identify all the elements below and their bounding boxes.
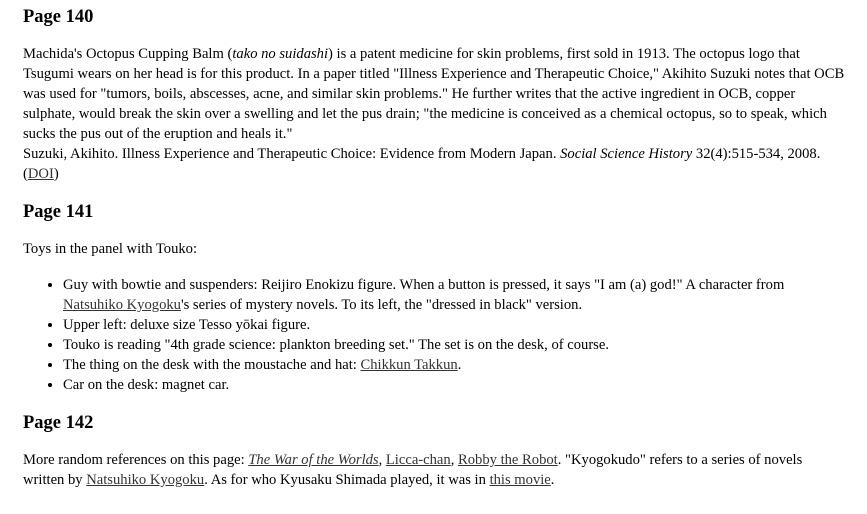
toys-list <box>23 275 847 395</box>
toy-text-end: . <box>457 357 462 373</box>
ocb-text-rest: ) is a patent medicine for skin problems, first sold in 1913. The octopus logo that Tsugumi wears on her head is for this product. In a paper titled "Illness Experience and Therapeutic Choice," Akihito Suzuki notes that OCB was used for "tumors, boils, abscesses, acne, and similar skin problems." He further writes that the active ingredient in OCB, copper sulphate, would break the skin over a swelling and let the pus drain; "the medicine is conceived as a chemical octopus, so to speak, which sucks the pus out of the eruption and heals it." <box>23 46 845 142</box>
toy-text-rest: 's series of mystery novels. To its left, the "dressed in black" version. <box>180 297 583 313</box>
war-of-the-worlds-title: The War of the Worlds <box>248 452 379 468</box>
toy-text: The thing on the desk with the moustache and hat: <box>63 357 361 373</box>
doi-link[interactable]: DOI <box>27 166 54 182</box>
citation-journal: Social Science History <box>560 146 693 162</box>
heading-page-141: Page 141 <box>23 202 94 222</box>
heading-page-140: Page 140 <box>23 7 94 27</box>
this-movie-link[interactable]: this movie <box>489 472 551 488</box>
toy-text: Guy with bowtie and suspenders: Reijiro Enokizu figure. When a button is pressed, it says "I am (a) god!" A character from <box>63 277 785 293</box>
citation-close: ) <box>53 166 59 182</box>
list-item <box>63 275 847 315</box>
references-text-tail: . As for who Kyusaku Shimada played, it was in <box>204 472 490 488</box>
list-item: • Touko is reading "4th grade science: plankton breeding set." The set is on the desk, of course. <box>63 335 847 355</box>
references-text-mid: . "Kyogokudo" refers to a series of novels written by <box>23 452 803 488</box>
references-paragraph <box>23 450 847 490</box>
list-item: • Upper left: deluxe size Tesso yōkai figure. <box>63 315 847 335</box>
citation <box>23 144 847 184</box>
natsuhiko-kyogoku-link[interactable]: Natsuhiko Kyogoku <box>63 297 181 313</box>
robby-the-robot-link[interactable]: Robby the Robot <box>458 452 558 468</box>
ocb-text-start: Machida's Octopus Cupping Balm ( <box>23 46 233 62</box>
war-of-the-worlds-link[interactable] <box>248 452 378 468</box>
references-text-end: . <box>550 472 555 488</box>
heading-page-142: Page 142 <box>23 413 94 433</box>
ocb-paragraph <box>23 44 847 144</box>
licca-chan-link[interactable]: Licca-chan <box>385 452 451 468</box>
separator: , <box>378 452 386 468</box>
references-text: More random references on this page: <box>23 452 249 468</box>
citation-volume: 32(4):515-534, 2008. ( <box>23 146 821 182</box>
chikkun-takkun-link[interactable]: Chikkun Takkun <box>360 357 458 373</box>
natsuhiko-kyogoku-link[interactable]: Natsuhiko Kyogoku <box>86 472 205 488</box>
list-item: • Car on the desk: magnet car. <box>63 375 847 395</box>
ocb-japanese-term: tako no suidashi <box>232 46 329 62</box>
citation-text: Suzuki, Akihito. Illness Experience and Therapeutic Choice: Evidence from Modern Japan. <box>23 146 561 162</box>
list-item <box>63 355 847 375</box>
toys-intro: Toys in the panel with Touko: <box>23 241 198 257</box>
separator: , <box>450 452 458 468</box>
